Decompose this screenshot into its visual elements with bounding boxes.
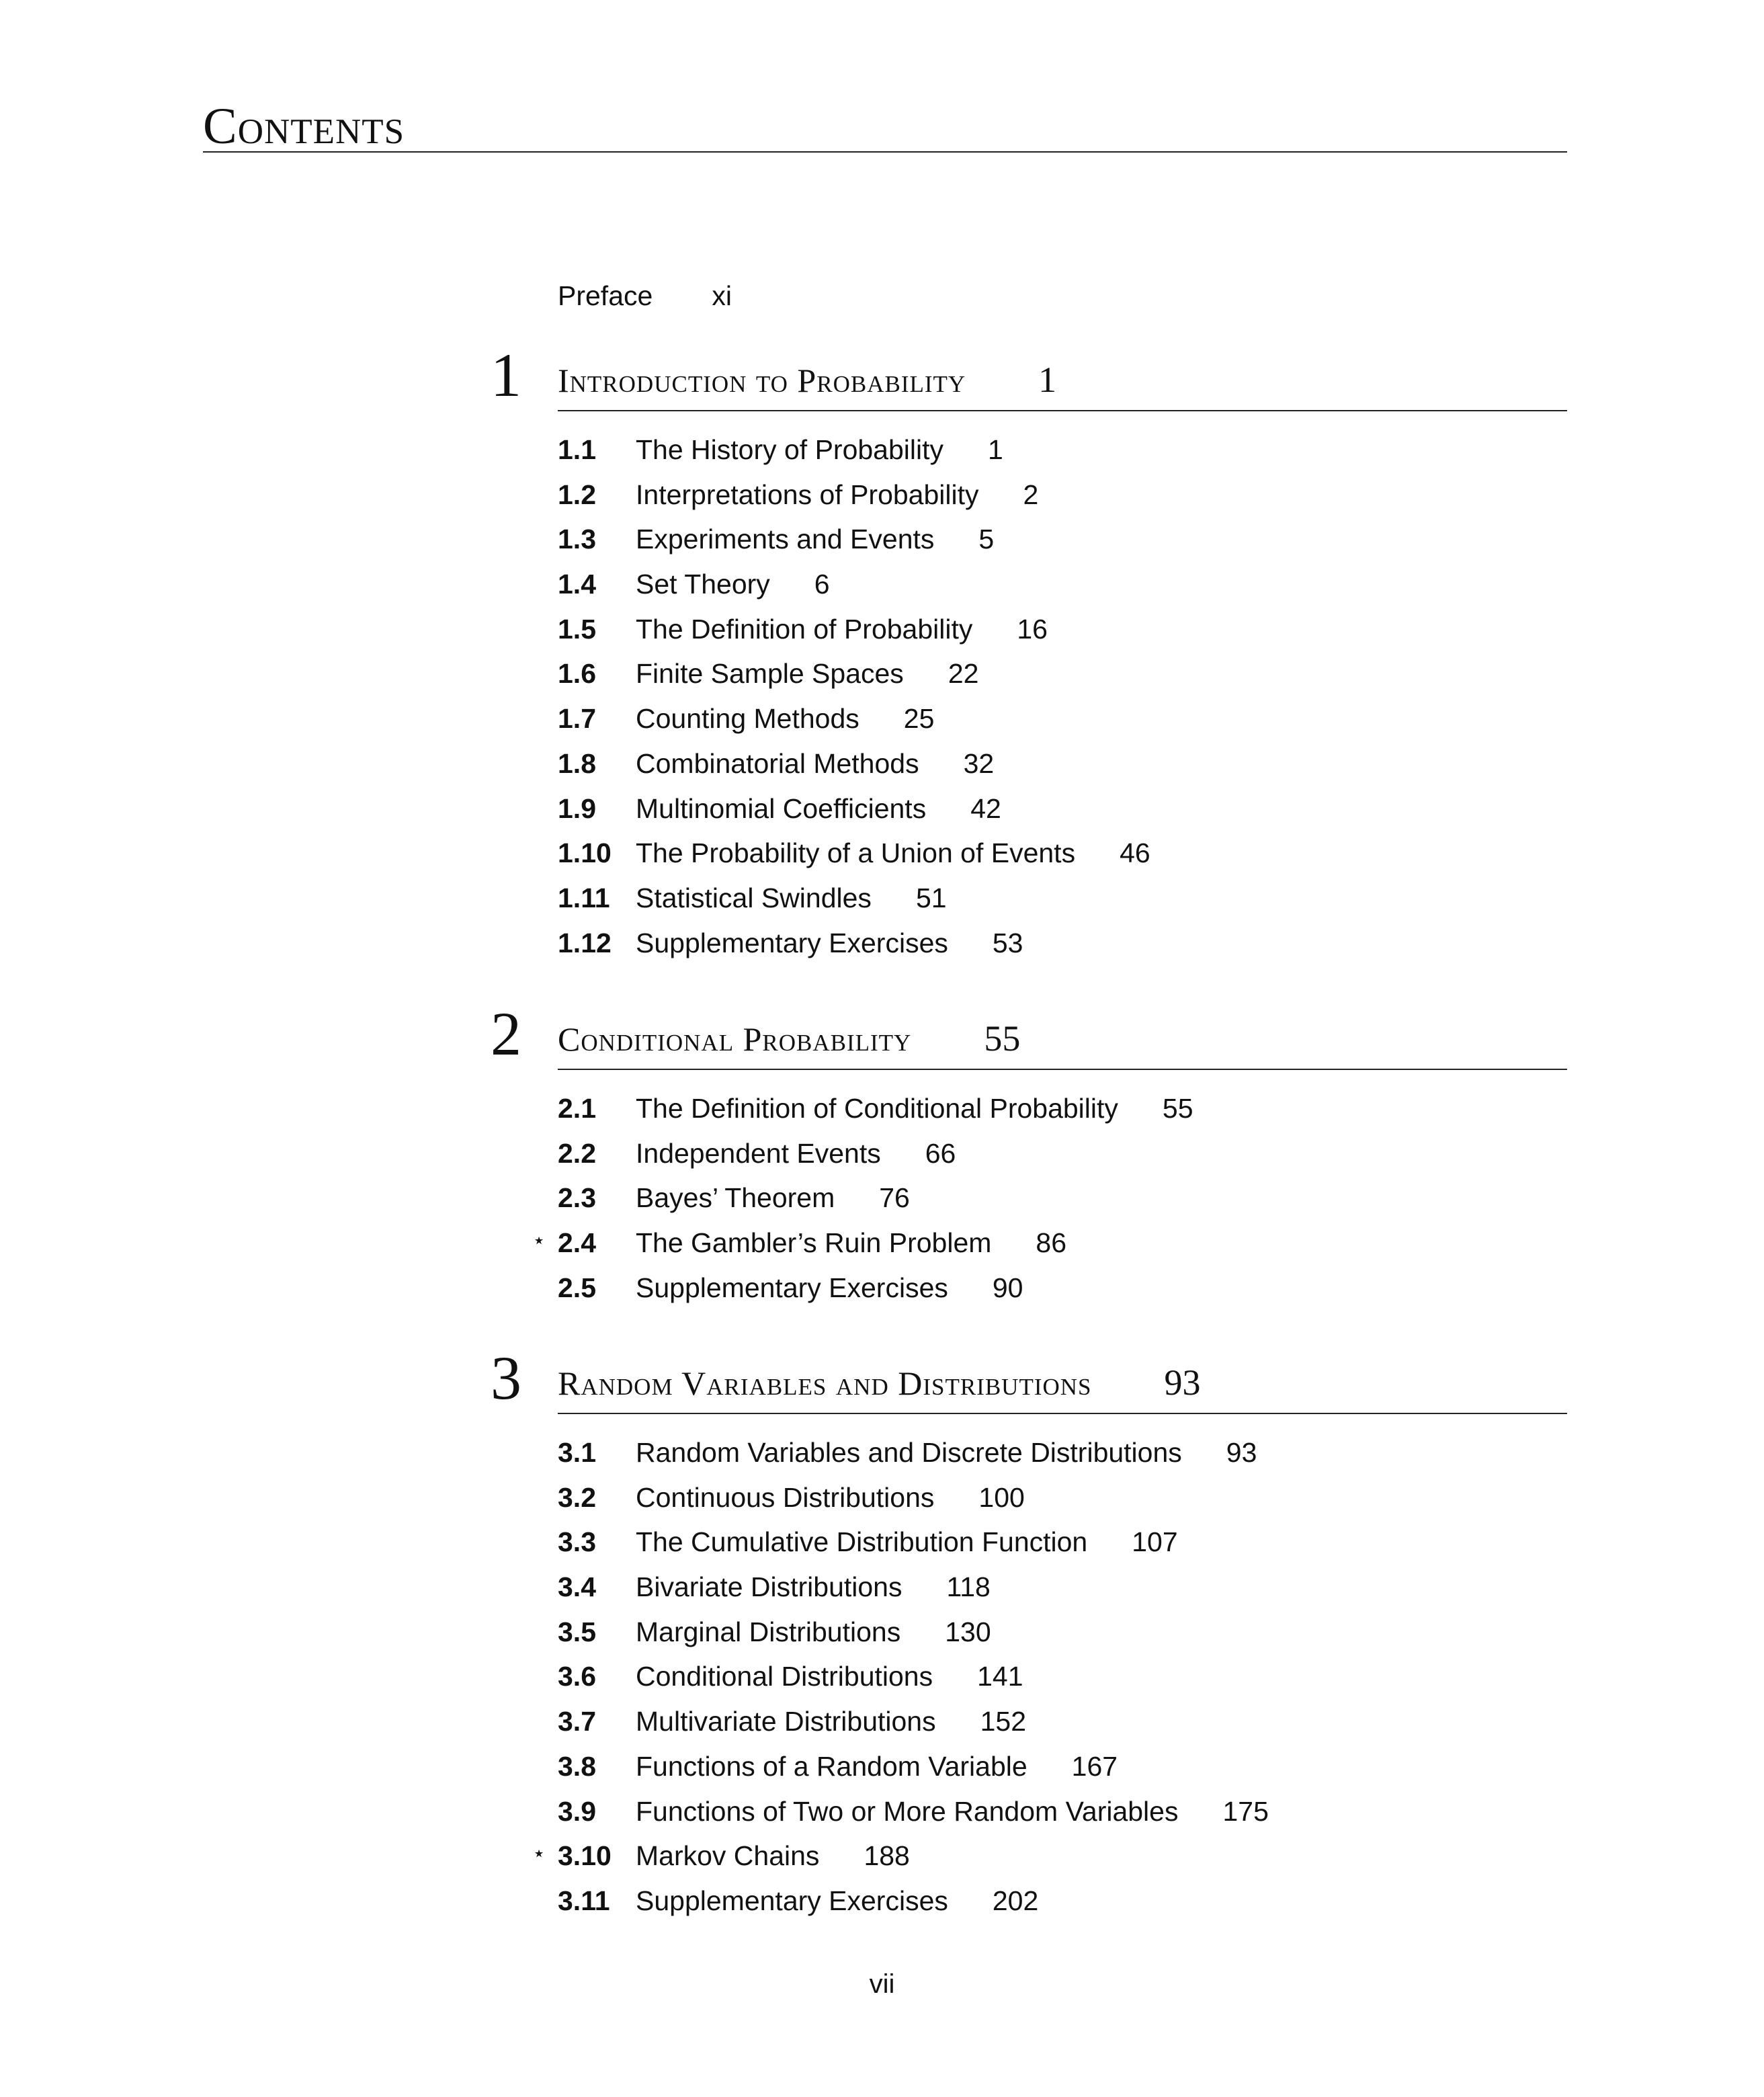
toc-section-entry[interactable] bbox=[491, 1221, 1567, 1266]
toc-section-entry[interactable] bbox=[491, 1086, 1567, 1131]
section-title: Experiments and Events bbox=[636, 524, 935, 555]
section-page: 100 bbox=[978, 1481, 1025, 1513]
section-page: 152 bbox=[980, 1706, 1027, 1737]
section-title: Statistical Swindles bbox=[636, 882, 872, 913]
chapter-title: Random Variables and Distributions bbox=[558, 1364, 1092, 1402]
section-title: Markov Chains bbox=[636, 1840, 820, 1872]
section-number: 1.7 bbox=[558, 703, 596, 735]
toc-section-entry[interactable] bbox=[491, 921, 1567, 966]
section-page: 22 bbox=[948, 658, 979, 690]
section-title: Functions of a Random Variable bbox=[636, 1750, 1027, 1782]
section-number: 2.5 bbox=[558, 1272, 596, 1303]
section-page: 6 bbox=[814, 569, 830, 600]
toc-section-entry[interactable] bbox=[491, 1879, 1567, 1924]
chapter-number: 2 bbox=[491, 999, 521, 1068]
section-page: 90 bbox=[992, 1272, 1023, 1303]
section-title: Continuous Distributions bbox=[636, 1481, 935, 1513]
chapter-title: Conditional Probability bbox=[558, 1020, 912, 1058]
toc-section-entry[interactable] bbox=[491, 831, 1567, 876]
toc-section-entry[interactable] bbox=[491, 607, 1567, 652]
toc-section-entry[interactable] bbox=[491, 1475, 1567, 1520]
section-title: The History of Probability bbox=[636, 434, 944, 465]
toc-section-entry[interactable] bbox=[491, 1131, 1567, 1176]
chapter-page: 1 bbox=[1038, 360, 1057, 400]
section-title: Random Variables and Discrete Distributions bbox=[636, 1437, 1182, 1468]
title-rule bbox=[203, 151, 1567, 153]
chapter-1 bbox=[491, 341, 1567, 965]
toc-section-entry[interactable] bbox=[491, 562, 1567, 607]
section-number: 3.3 bbox=[558, 1526, 596, 1558]
toc-section-entry[interactable] bbox=[491, 472, 1567, 518]
section-title: Supplementary Exercises bbox=[636, 1272, 948, 1303]
section-number: 2.3 bbox=[558, 1182, 596, 1214]
section-page: 1 bbox=[988, 434, 1003, 465]
section-page: 16 bbox=[1017, 613, 1048, 645]
section-title: Set Theory bbox=[636, 569, 770, 600]
section-number: 3.5 bbox=[558, 1616, 596, 1647]
section-title: Supplementary Exercises bbox=[636, 927, 948, 958]
section-number: 1.1 bbox=[558, 434, 596, 465]
chapter-3 bbox=[491, 1344, 1567, 1924]
section-number: 3.6 bbox=[558, 1661, 596, 1692]
optional-section-star-icon: ⋆ bbox=[532, 1228, 546, 1253]
section-title: The Gambler’s Ruin Problem bbox=[636, 1227, 992, 1259]
toc-section-entry[interactable] bbox=[491, 1520, 1567, 1565]
optional-section-star-icon: ⋆ bbox=[532, 1841, 546, 1866]
section-number: 3.2 bbox=[558, 1481, 596, 1513]
toc-section-entry[interactable] bbox=[491, 1834, 1567, 1879]
section-title: Functions of Two or More Random Variables bbox=[636, 1795, 1179, 1827]
chapter-heading[interactable] bbox=[491, 1344, 1567, 1414]
section-page: 76 bbox=[879, 1182, 910, 1214]
section-page: 93 bbox=[1226, 1437, 1257, 1468]
toc-section-entry[interactable] bbox=[491, 1430, 1567, 1475]
section-title: The Definition of Probability bbox=[636, 613, 973, 645]
toc-section-entry[interactable] bbox=[491, 1699, 1567, 1744]
section-title: Finite Sample Spaces bbox=[636, 658, 904, 690]
chapter-rule bbox=[558, 1069, 1567, 1070]
chapter-page: 55 bbox=[984, 1018, 1021, 1059]
toc-section-entry[interactable] bbox=[491, 696, 1567, 741]
toc-section-entry[interactable] bbox=[491, 786, 1567, 831]
chapter-heading[interactable] bbox=[491, 341, 1567, 411]
section-page: 107 bbox=[1132, 1526, 1178, 1558]
section-page: 42 bbox=[970, 792, 1001, 824]
section-number: 2.4 bbox=[558, 1227, 596, 1259]
section-title: Independent Events bbox=[636, 1137, 881, 1169]
toc-section-entry[interactable] bbox=[491, 1565, 1567, 1610]
toc-section-entry[interactable] bbox=[491, 517, 1567, 562]
section-number: 3.8 bbox=[558, 1750, 596, 1782]
section-list bbox=[491, 1430, 1567, 1924]
section-number: 1.2 bbox=[558, 479, 596, 510]
toc-section-entry[interactable] bbox=[491, 1789, 1567, 1834]
section-page: 86 bbox=[1036, 1227, 1067, 1259]
section-page: 175 bbox=[1222, 1795, 1269, 1827]
section-title: Conditional Distributions bbox=[636, 1661, 933, 1692]
section-number: 3.1 bbox=[558, 1437, 596, 1468]
section-number: 1.10 bbox=[558, 837, 612, 869]
section-title: The Cumulative Distribution Function bbox=[636, 1526, 1088, 1558]
section-page: 55 bbox=[1162, 1093, 1193, 1124]
section-page: 5 bbox=[978, 524, 995, 555]
section-number: 2.1 bbox=[558, 1093, 596, 1124]
page-title: Contents bbox=[203, 98, 405, 155]
section-number: 3.9 bbox=[558, 1795, 596, 1827]
section-page: 141 bbox=[977, 1661, 1023, 1692]
section-number: 3.10 bbox=[558, 1840, 612, 1872]
section-number: 1.4 bbox=[558, 569, 596, 600]
chapter-heading[interactable] bbox=[491, 999, 1567, 1070]
chapter-2 bbox=[491, 999, 1567, 1310]
chapter-title: Introduction to Probability bbox=[558, 362, 966, 399]
toc-section-entry[interactable] bbox=[491, 651, 1567, 696]
chapter-number: 3 bbox=[491, 1344, 521, 1412]
chapter-page: 93 bbox=[1164, 1362, 1201, 1403]
page-folio: vii bbox=[869, 1969, 895, 1999]
toc-section-entry[interactable] bbox=[491, 741, 1567, 786]
section-page: 66 bbox=[925, 1137, 956, 1169]
section-number: 1.12 bbox=[558, 927, 612, 958]
section-number: 1.8 bbox=[558, 747, 596, 779]
toc-section-entry[interactable] bbox=[491, 876, 1567, 921]
section-number: 3.11 bbox=[558, 1885, 610, 1916]
section-number: 2.2 bbox=[558, 1137, 596, 1169]
preface-entry[interactable] bbox=[558, 276, 732, 316]
preface-label: Preface bbox=[558, 280, 653, 311]
section-page: 188 bbox=[864, 1840, 910, 1872]
toc-section-entry[interactable] bbox=[491, 1744, 1567, 1789]
section-title: Bayes’ Theorem bbox=[636, 1182, 835, 1214]
section-list bbox=[491, 427, 1567, 965]
section-title: Marginal Distributions bbox=[636, 1616, 901, 1647]
section-page: 32 bbox=[963, 747, 995, 779]
section-title: Bivariate Distributions bbox=[636, 1571, 902, 1603]
section-page: 51 bbox=[915, 882, 947, 913]
section-number: 1.6 bbox=[558, 658, 596, 690]
section-number: 1.5 bbox=[558, 613, 596, 645]
section-title: Multinomial Coefficients bbox=[636, 792, 927, 824]
section-title: Multivariate Distributions bbox=[636, 1706, 936, 1737]
section-title: The Probability of a Union of Events bbox=[636, 837, 1076, 869]
section-number: 1.11 bbox=[558, 882, 610, 913]
section-title: Combinatorial Methods bbox=[636, 747, 919, 779]
toc-section-entry[interactable] bbox=[491, 1266, 1567, 1311]
chapter-rule bbox=[558, 1413, 1567, 1414]
preface-page: xi bbox=[712, 280, 732, 311]
section-page: 46 bbox=[1120, 837, 1150, 869]
section-page: 25 bbox=[903, 703, 935, 735]
toc-section-entry[interactable] bbox=[491, 1654, 1567, 1699]
toc-section-entry[interactable] bbox=[491, 1610, 1567, 1655]
section-page: 167 bbox=[1071, 1750, 1118, 1782]
section-title: Interpretations of Probability bbox=[636, 479, 979, 510]
chapter-rule bbox=[558, 410, 1567, 411]
section-list bbox=[491, 1086, 1567, 1310]
section-title: The Definition of Conditional Probability bbox=[636, 1093, 1118, 1124]
section-page: 130 bbox=[945, 1616, 991, 1647]
section-page: 202 bbox=[992, 1885, 1039, 1916]
section-page: 118 bbox=[946, 1571, 991, 1603]
section-page: 53 bbox=[992, 927, 1023, 958]
section-number: 1.3 bbox=[558, 524, 596, 555]
section-number: 3.4 bbox=[558, 1571, 596, 1603]
chapter-number: 1 bbox=[491, 341, 521, 409]
section-page: 2 bbox=[1023, 479, 1039, 510]
section-title: Counting Methods bbox=[636, 703, 859, 735]
section-number: 3.7 bbox=[558, 1706, 596, 1737]
section-number: 1.9 bbox=[558, 792, 596, 824]
toc-section-entry[interactable] bbox=[491, 427, 1567, 472]
toc-section-entry[interactable] bbox=[491, 1176, 1567, 1221]
section-title: Supplementary Exercises bbox=[636, 1885, 948, 1916]
